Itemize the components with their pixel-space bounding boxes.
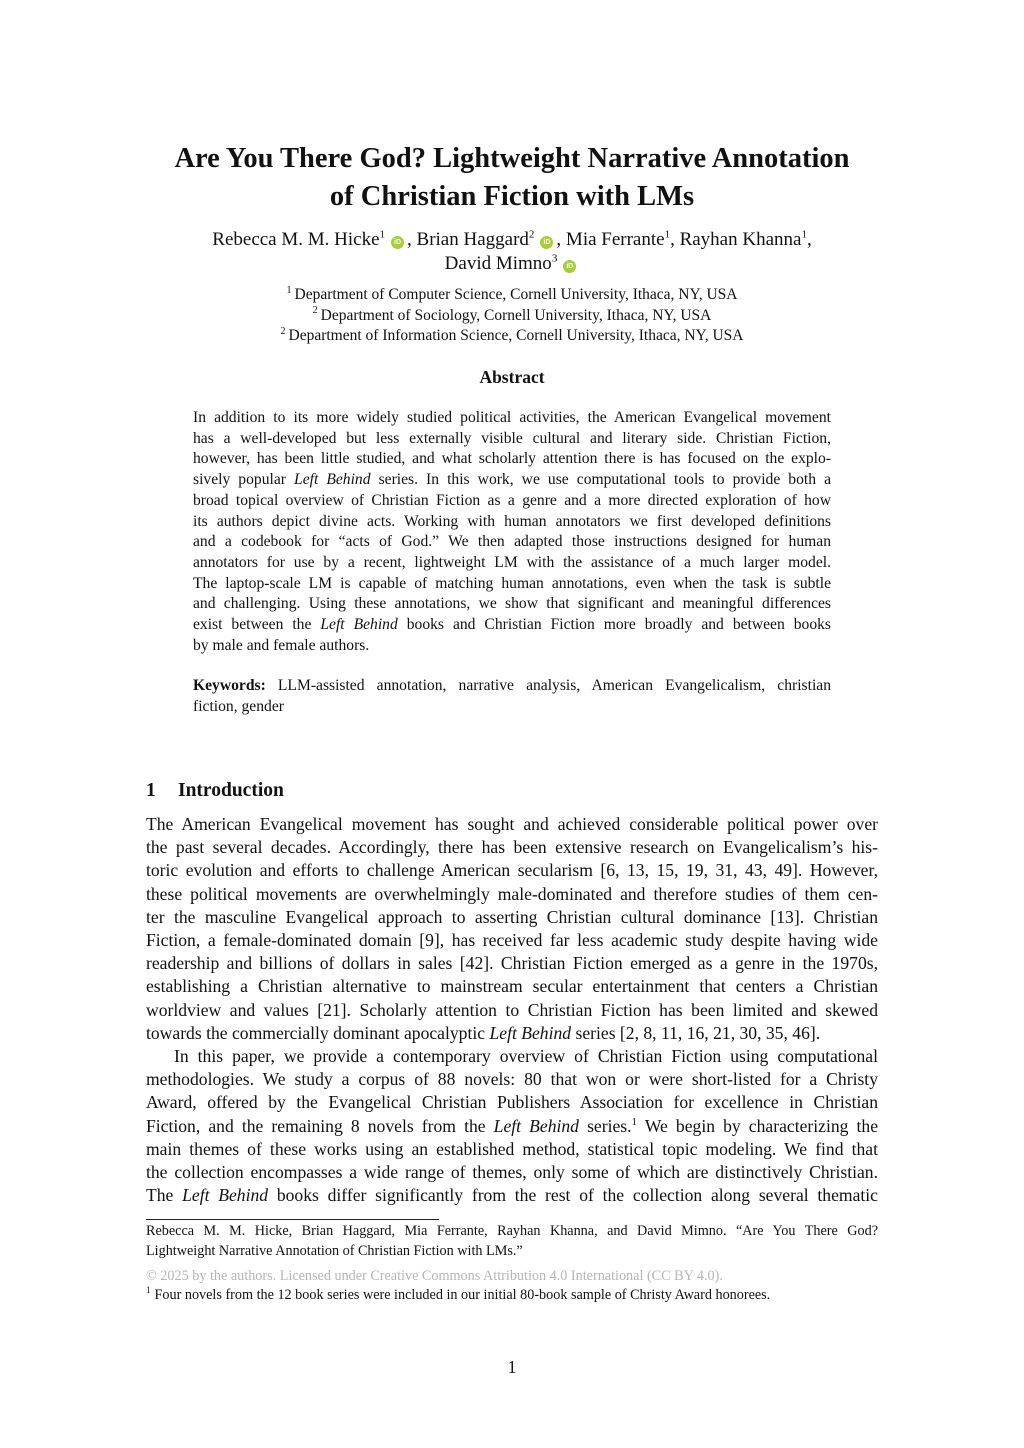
abstract-line xyxy=(193,470,831,491)
abstract-line: The laptop-scale LM is capable of matching human annotations, even when the task is subtle xyxy=(193,574,831,592)
author-affil-marker: 1 xyxy=(801,228,807,241)
affiliation-text: Department of Information Science, Cornell University, Ithaca, NY, USA xyxy=(288,327,744,344)
footnote-text: Four novels from the 12 book series were included in our initial 80-book sample of Christy Award honorees. xyxy=(154,1287,771,1303)
abstract-line: its authors depict divine acts. Working with human annotators we first developed definitions xyxy=(193,512,831,530)
author-affil-marker: 2 xyxy=(528,228,535,241)
section-number: 1 xyxy=(146,780,156,801)
keywords xyxy=(193,676,831,717)
body-line: In this paper, we provide a contemporary overview of Christian Fiction using computational xyxy=(174,1046,878,1067)
text-run: series [2, 8, 11, 16, 21, 30, 35, 46]. xyxy=(571,1022,821,1043)
body-line: the collection encompasses a wide range of themes, only some of which are distinctively Christian. xyxy=(146,1162,878,1183)
orcid-icon[interactable]: iD xyxy=(540,236,553,249)
body-line: the past several decades. Accordingly, there has been extensive research on Evangelicalism’s his- xyxy=(146,837,878,858)
abstract-line: has a well-developed but less externally visible cultural and literary side. Christian Fiction, xyxy=(193,429,831,447)
keywords-line: fiction, gender xyxy=(193,697,284,715)
author-name: Rayhan Khanna xyxy=(679,229,802,250)
affiliation-text: Department of Sociology, Cornell University, Ithaca, NY, USA xyxy=(320,306,712,324)
citation-line: Rebecca M. M. Hicke, Brian Haggard, Mia Ferrante, Rayhan Khanna, and David Mimno. “Are You There God? xyxy=(146,1223,878,1239)
page-number: 1 xyxy=(507,1357,517,1377)
abstract-line: however, has been little studied, and what scholarly attention there is has focused on the explo- xyxy=(193,450,831,468)
affiliation xyxy=(130,326,894,347)
footnote-marker[interactable]: 1 xyxy=(631,1115,638,1128)
affiliation xyxy=(130,306,894,327)
text-run: towards the commercially dominant apocalyptic xyxy=(146,1022,490,1043)
title-line: Are You There God? Lightweight Narrative Annotation xyxy=(174,143,850,174)
body-line: Award, offered by the Evangelical Christian Publishers Association for excellence in Christian xyxy=(146,1092,878,1113)
text-run: series. xyxy=(578,1115,632,1136)
affiliations xyxy=(130,285,894,347)
affiliation xyxy=(130,285,894,306)
body-line xyxy=(146,1022,878,1045)
text-run: We begin by characterizing the xyxy=(637,1115,879,1136)
footnote xyxy=(146,1287,770,1304)
affiliation-text: Department of Computer Science, Cornell University, Ithaca, NY, USA xyxy=(294,286,738,303)
body-line: methodologies. We study a corpus of 88 novels: 80 that won or were short-listed for a Christy xyxy=(146,1069,878,1090)
body-line: readership and billions of dollars in sales [42]. Christian Fiction emerged as a genre in the 1970s, xyxy=(146,953,878,974)
keywords-line xyxy=(193,676,831,697)
italic-title: Left Behind xyxy=(294,471,371,489)
section-title: Introduction xyxy=(178,780,284,801)
affiliation-number: 1 xyxy=(286,284,292,296)
body-line: main themes of these works using an established method, statistical topic modeling. We find that xyxy=(146,1138,878,1159)
footnote-rule xyxy=(146,1219,439,1220)
text-run: series. In this work, we use computational tools to provide both a xyxy=(370,471,832,489)
body-line xyxy=(146,1184,878,1207)
body-line xyxy=(146,1115,878,1138)
body-line: toric evolution and efforts to challenge American secularism [6, 13, 15, 19, 31, 43, 49]. However, xyxy=(146,860,878,881)
footnote-number: 1 xyxy=(146,1285,151,1296)
body-line: Fiction, a female-dominated domain [9], has received far less academic study despite having wide xyxy=(146,930,878,951)
abstract-line: by male and female authors. xyxy=(193,636,370,654)
author-name: Rebecca M. M. Hicke xyxy=(212,229,380,250)
affiliation-number: 2 xyxy=(312,305,318,317)
text-run: The xyxy=(146,1185,183,1206)
author-list xyxy=(130,228,894,276)
arxiv-stamp-svg xyxy=(20,430,70,1020)
abstract-line: and challenging. Using these annotations, we show that significant and meaningful differences xyxy=(193,595,831,613)
author-affil-marker: 3 xyxy=(551,252,558,265)
author-name: David Mimno xyxy=(444,253,552,274)
body-line: The American Evangelical movement has sought and achieved considerable political power over xyxy=(146,814,878,834)
body-line: establishing a Christian alternative to mainstream secular entertainment that centers a Christian xyxy=(146,976,878,997)
abstract-line: broad topical overview of Christian Fiction as a genre and a more directed exploration of how xyxy=(193,491,831,509)
abstract-line xyxy=(193,615,831,636)
paper-title xyxy=(130,140,894,216)
citation-note xyxy=(146,1222,878,1261)
italic-title: Left Behind xyxy=(182,1185,269,1206)
abstract-line: and a codebook for “acts of God.” We then adapted those instructions designed for human xyxy=(193,533,831,551)
keywords-label: Keywords: xyxy=(193,677,266,694)
keywords-text: LLM-assisted annotation, narrative analysis, American Evangelicalism, christian xyxy=(265,677,831,694)
author-name: Mia Ferrante xyxy=(565,229,665,250)
section-heading xyxy=(146,780,284,802)
abstract-line: annotators for use by a recent, lightweight LM with the assistance of a much larger model. xyxy=(193,553,831,571)
author-line-2 xyxy=(130,252,894,276)
text-run: sively popular xyxy=(193,471,295,489)
license-notice[interactable]: © 2025 by the authors. Licensed under Creative Commons Attribution 4.0 International (CC BY 4.0). xyxy=(146,1268,723,1284)
abstract-line: In addition to its more widely studied political activities, the American Evangelical movement xyxy=(193,409,831,426)
title-line: of Christian Fiction with LMs xyxy=(329,181,695,212)
text-run: exist between the xyxy=(193,616,321,634)
abstract-heading: Abstract xyxy=(479,367,545,387)
text-run: books differ significantly from the rest of the collection along several thematic xyxy=(268,1185,878,1206)
orcid-icon[interactable]: iD xyxy=(563,260,576,273)
author-affil-marker: 1 xyxy=(664,228,671,241)
intro-body xyxy=(146,813,878,1207)
author-affil-marker: 1 xyxy=(379,228,386,241)
arxiv-stamp xyxy=(20,430,70,1020)
body-line: these political movements are overwhelmingly male-dominated and therefore studies of them cen- xyxy=(146,883,878,904)
italic-title: Left Behind xyxy=(493,1115,579,1136)
italic-title: Left Behind xyxy=(489,1022,572,1043)
author-name: Brian Haggard xyxy=(416,229,529,250)
abstract-body xyxy=(193,408,831,656)
text-run: books and Christian Fiction more broadly and between books xyxy=(397,616,831,634)
orcid-icon[interactable]: iD xyxy=(391,236,404,249)
affiliation-number: 2 xyxy=(280,325,286,337)
text-run: Fiction, and the remaining 8 novels from the xyxy=(146,1115,494,1136)
body-line: ter the masculine Evangelical approach to asserting Christian cultural dominance [13]. Christian xyxy=(146,906,878,927)
author-line-1: Rebecca M. M. Hicke$^1$iD , Brian Haggard$^2$iD , Mia Ferrante$^1$, Rayhan Khanna$^1$, xyxy=(212,228,812,250)
italic-title: Left Behind xyxy=(320,616,398,634)
body-line: worldview and values [21]. Scholarly attention to Christian Fiction has been limited and skewed xyxy=(146,999,878,1020)
citation-line: Lightweight Narrative Annotation of Christian Fiction with LMs.” xyxy=(146,1242,523,1259)
